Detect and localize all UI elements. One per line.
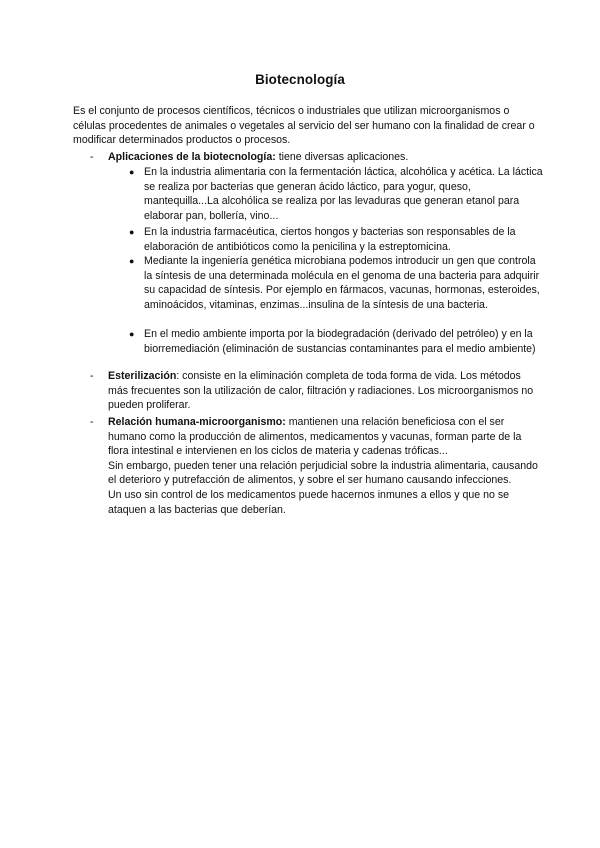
relacion-paragraph-2: Sin embargo, pueden tener una relación perjudicial sobre la industria alimentaria, causando el deterioro y putrefacción de alimentos, y sobre el ser humano causando infecciones. [108,459,538,487]
bullet-icon: ● [129,227,135,237]
list-item-text: En el medio ambiente importa por la biodegradación (derivado del petróleo) y en la biorremediación (eliminación de sustancias contaminantes para el medio ambiente) [144,328,536,355]
relacion-text [108,415,538,517]
esterilizacion-body: : consiste en la eliminación completa de toda forma de vida. Los métodos más frecuentes son la utilización de calor, filtración y radiaciones. Los microorganismos no pueden proliferar. [108,370,534,412]
esterilizacion-heading: Esterilización [108,370,177,382]
aplicaciones-heading: Aplicaciones de la biotecnología: [108,151,276,163]
dash-marker: - [90,370,94,382]
relacion-body: mantienen una relación beneficiosa con el ser humano como la producción de alimentos, medicamentos y vacunas, forman parte de la flora intestinal e intervienen en los ciclos de materia y cadenas tróficas... [108,416,522,458]
dash-marker: - [90,151,94,163]
list-item-text: En la industria alimentaria con la fermentación láctica, alcohólica y acética. La láctica se realiza por bacterias que generan ácido láctico, para yogur, queso, mantequilla...La alcohólica se realiza por las levaduras que generan etanol para elaborar pan, bollería, vino... [144,166,543,222]
aplicaciones-intro: tiene diversas aplicaciones. [275,151,409,163]
intro-paragraph: Es el conjunto de procesos científicos, técnicos o industriales que utilizan microorganismos o células procedentes de animales o vegetales al servicio del ser humano con la finalidad de crear o modificar determinados productos o procesos. [73,105,535,147]
list-item-text: Mediante la ingeniería genética microbiana podemos introducir un gen que controla la síntesis de una determinada molécula en el genoma de una bacteria para adquirir su capacidad de síntesis. Por ejemplo en fármacos, vacunas, hormonas, esteroides, aminoácidos, vitaminas, enzimas...insulina de la síntesis de una bacteria. [144,255,540,311]
dash-marker: - [90,416,94,428]
bullet-icon: ● [129,167,135,177]
esterilizacion-text [108,369,538,413]
list-item-text: En la industria farmacéutica, ciertos hongos y bacterias son responsables de la elaboración de antibióticos como la penicilina y la estreptomicina. [144,226,516,253]
bullet-icon: ● [129,329,135,339]
relacion-heading: Relación humana-microorganismo: [108,416,286,428]
bullet-icon: ● [129,256,135,266]
page-title: Biotecnología [255,72,345,87]
aplicaciones-text [108,150,538,165]
relacion-paragraph-3: Un uso sin control de los medicamentos puede hacernos inmunes a ellos y que no se ataquen a las bacterias que deberían. [108,488,510,516]
